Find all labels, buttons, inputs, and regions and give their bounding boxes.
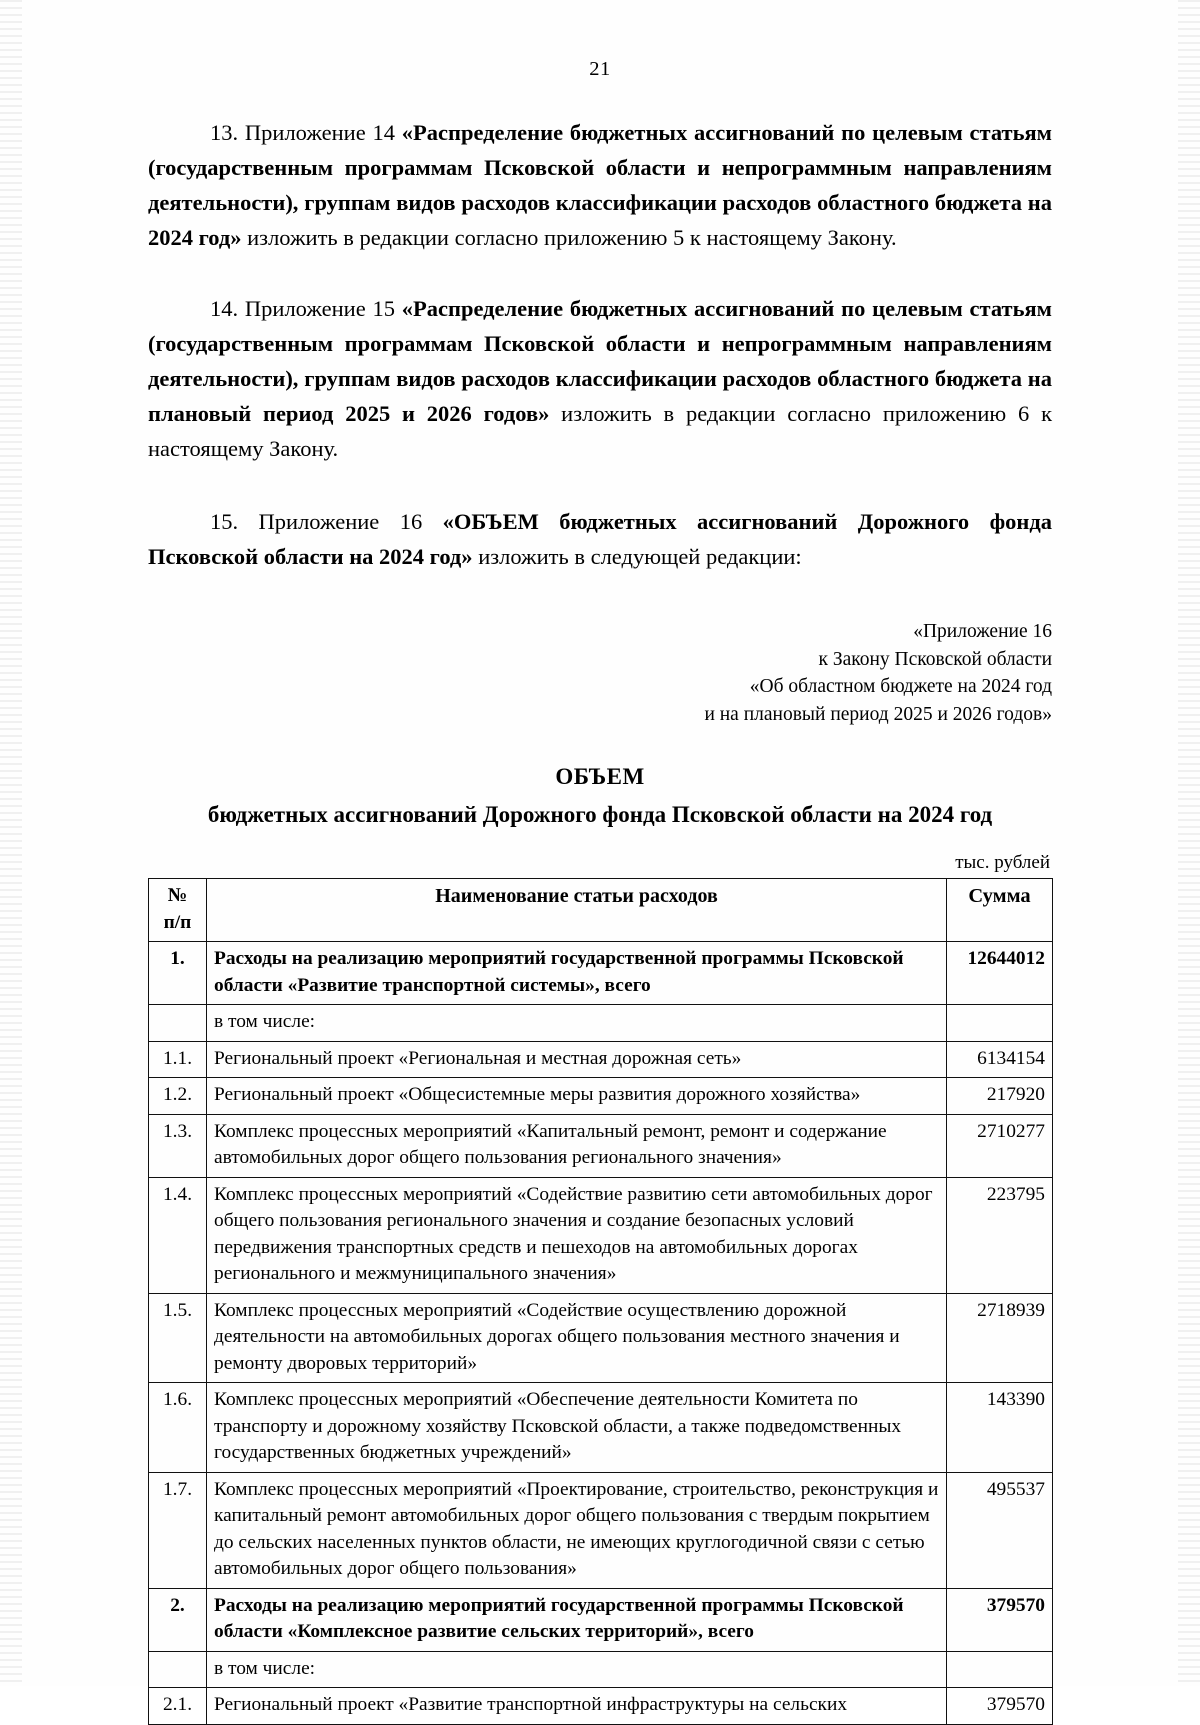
row-name: Расходы на реализацию мероприятий государственной программы Псковской области «Комплексное развитие сельских территорий», всего [207,1588,947,1651]
table-header-row [149,879,1053,942]
row-name: Комплекс процессных мероприятий «Содействие развитию сети автомобильных дорог общего пользования регионального значения и создание безопасных условий передвижения транспортных средств и пешеходов на автомобильных дорогах регионального и межмуниципального значения» [207,1177,947,1293]
citation-line-2: к Закону Псковской области [818,648,1052,670]
table-row [149,942,1053,1005]
paragraph-14-tail: изложить в редакции согласно приложению 6 к настоящему Закону. [148,401,1053,461]
table-row [149,1383,1053,1473]
row-index [149,1651,207,1688]
document-subtitle: бюджетных ассигнований Дорожного фонда Псковской области на 2024 год [207,802,993,827]
paragraph-15-lead: 15. Приложение 16 [210,509,443,534]
row-sum: 6134154 [947,1041,1053,1078]
row-sum: 379570 [947,1688,1053,1725]
paragraph-13-lead: 13. Приложение 14 [210,120,402,145]
row-name: в том числе: [207,1005,947,1042]
table-row [149,1688,1053,1725]
paragraph-15-tail: изложить в следующей редакции: [472,544,802,569]
page-number: 21 [589,58,611,80]
table-row [149,1177,1053,1293]
row-sum [947,1651,1053,1688]
row-index: 2. [149,1588,207,1651]
row-name: Комплекс процессных мероприятий «Содействие осуществлению дорожной деятельности на автомобильных дорогах общего пользования местного значения и ремонту дворовых территорий» [207,1293,947,1383]
row-name: Региональный проект «Общесистемные меры развития дорожного хозяйства» [207,1078,947,1115]
table-row [149,1078,1053,1115]
column-header-sum: Сумма [947,879,1053,942]
citation-line-4: и на плановый период 2025 и 2026 годов» [704,703,1052,725]
row-index: 1.7. [149,1472,207,1588]
paragraph-13 [148,115,1052,255]
paragraph-13-bold: «Распределение бюджетных ассигнований по целевым статьям (государственным программам Псковской области и непрограммным направлениям деятельности), группам видов расходов классификации расходов областного бюджета на 2024 год» [148,120,1052,250]
citation-line-1: «Приложение 16 [913,621,1052,642]
table-row [149,1005,1053,1042]
row-index: 2.1. [149,1688,207,1725]
row-name: Региональный проект «Развитие транспортной инфраструктуры на сельских [207,1688,947,1725]
row-sum: 143390 [947,1383,1053,1473]
paragraph-13-tail: изложить в редакции согласно приложению 5 к настоящему Закону. [241,225,897,250]
table-head [149,879,1053,942]
column-header-number-line2: п/п [163,911,192,933]
row-index: 1.4. [149,1177,207,1293]
row-index: 1.6. [149,1383,207,1473]
column-header-number-line1: № [167,885,188,906]
row-sum: 2710277 [947,1114,1053,1177]
row-name: Комплекс процессных мероприятий «Капитальный ремонт, ремонт и содержание автомобильных дорог общего пользования регионального значения» [207,1114,947,1177]
row-sum: 223795 [947,1177,1053,1293]
row-index: 1.5. [149,1293,207,1383]
paragraph-14-bold: «Распределение бюджетных ассигнований по целевым статьям (государственным программам Псковской области и непрограммным направлениям деятельности), группам видов расходов классификации расходов областного бюджета на плановый период 2025 и 2026 годов» [148,296,1052,426]
paragraph-14 [148,291,1052,466]
row-sum: 2718939 [947,1293,1053,1383]
units-label: тыс. рублей [955,852,1050,873]
appendix-citation [148,618,1052,728]
row-index: 1.1. [149,1041,207,1078]
row-sum: 12644012 [947,942,1053,1005]
row-name: Комплекс процессных мероприятий «Проектирование, строительство, реконструкция и капитальный ремонт автомобильных дорог общего пользования с твердым покрытием до сельских населенных пунктов области, не имеющих круглогодичной связи с сетью автомобильных дорог общего пользования» [207,1472,947,1588]
row-index: 1.3. [149,1114,207,1177]
page-content [148,0,1052,1725]
table-row [149,1293,1053,1383]
scan-edge-left [0,0,22,1686]
table-row [149,1114,1053,1177]
paragraph-14-lead: 14. Приложение 15 [210,296,402,321]
table-row [149,1588,1053,1651]
row-index [149,1005,207,1042]
column-header-number [149,879,207,942]
table-row [149,1651,1053,1688]
paragraph-15 [148,504,1052,574]
row-name: Региональный проект «Региональная и местная дорожная сеть» [207,1041,947,1078]
row-sum: 495537 [947,1472,1053,1588]
row-sum: 217920 [947,1078,1053,1115]
table-body [149,942,1053,1725]
table-row [149,1472,1053,1588]
column-header-name: Наименование статьи расходов [207,879,947,942]
row-name: Расходы на реализацию мероприятий государственной программы Псковской области «Развитие транспортной системы», всего [207,942,947,1005]
document-title: ОБЪЕМ [555,764,645,789]
row-name: в том числе: [207,1651,947,1688]
table-row [149,1041,1053,1078]
citation-line-3: «Об областном бюджете на 2024 год [749,676,1052,697]
row-sum: 379570 [947,1588,1053,1651]
row-name: Комплекс процессных мероприятий «Обеспечение деятельности Комитета по транспорту и дорожному хозяйству Псковской области, а также подведомственных государственных бюджетных учреждений» [207,1383,947,1473]
paragraph-15-bold: «ОБЪЕМ бюджетных ассигнований Дорожного фонда Псковской области на 2024 год» [148,509,1052,569]
row-index: 1.2. [149,1078,207,1115]
row-sum [947,1005,1053,1042]
budget-table [148,878,1053,1725]
row-index: 1. [149,942,207,1005]
scan-edge-right [1178,0,1200,1686]
